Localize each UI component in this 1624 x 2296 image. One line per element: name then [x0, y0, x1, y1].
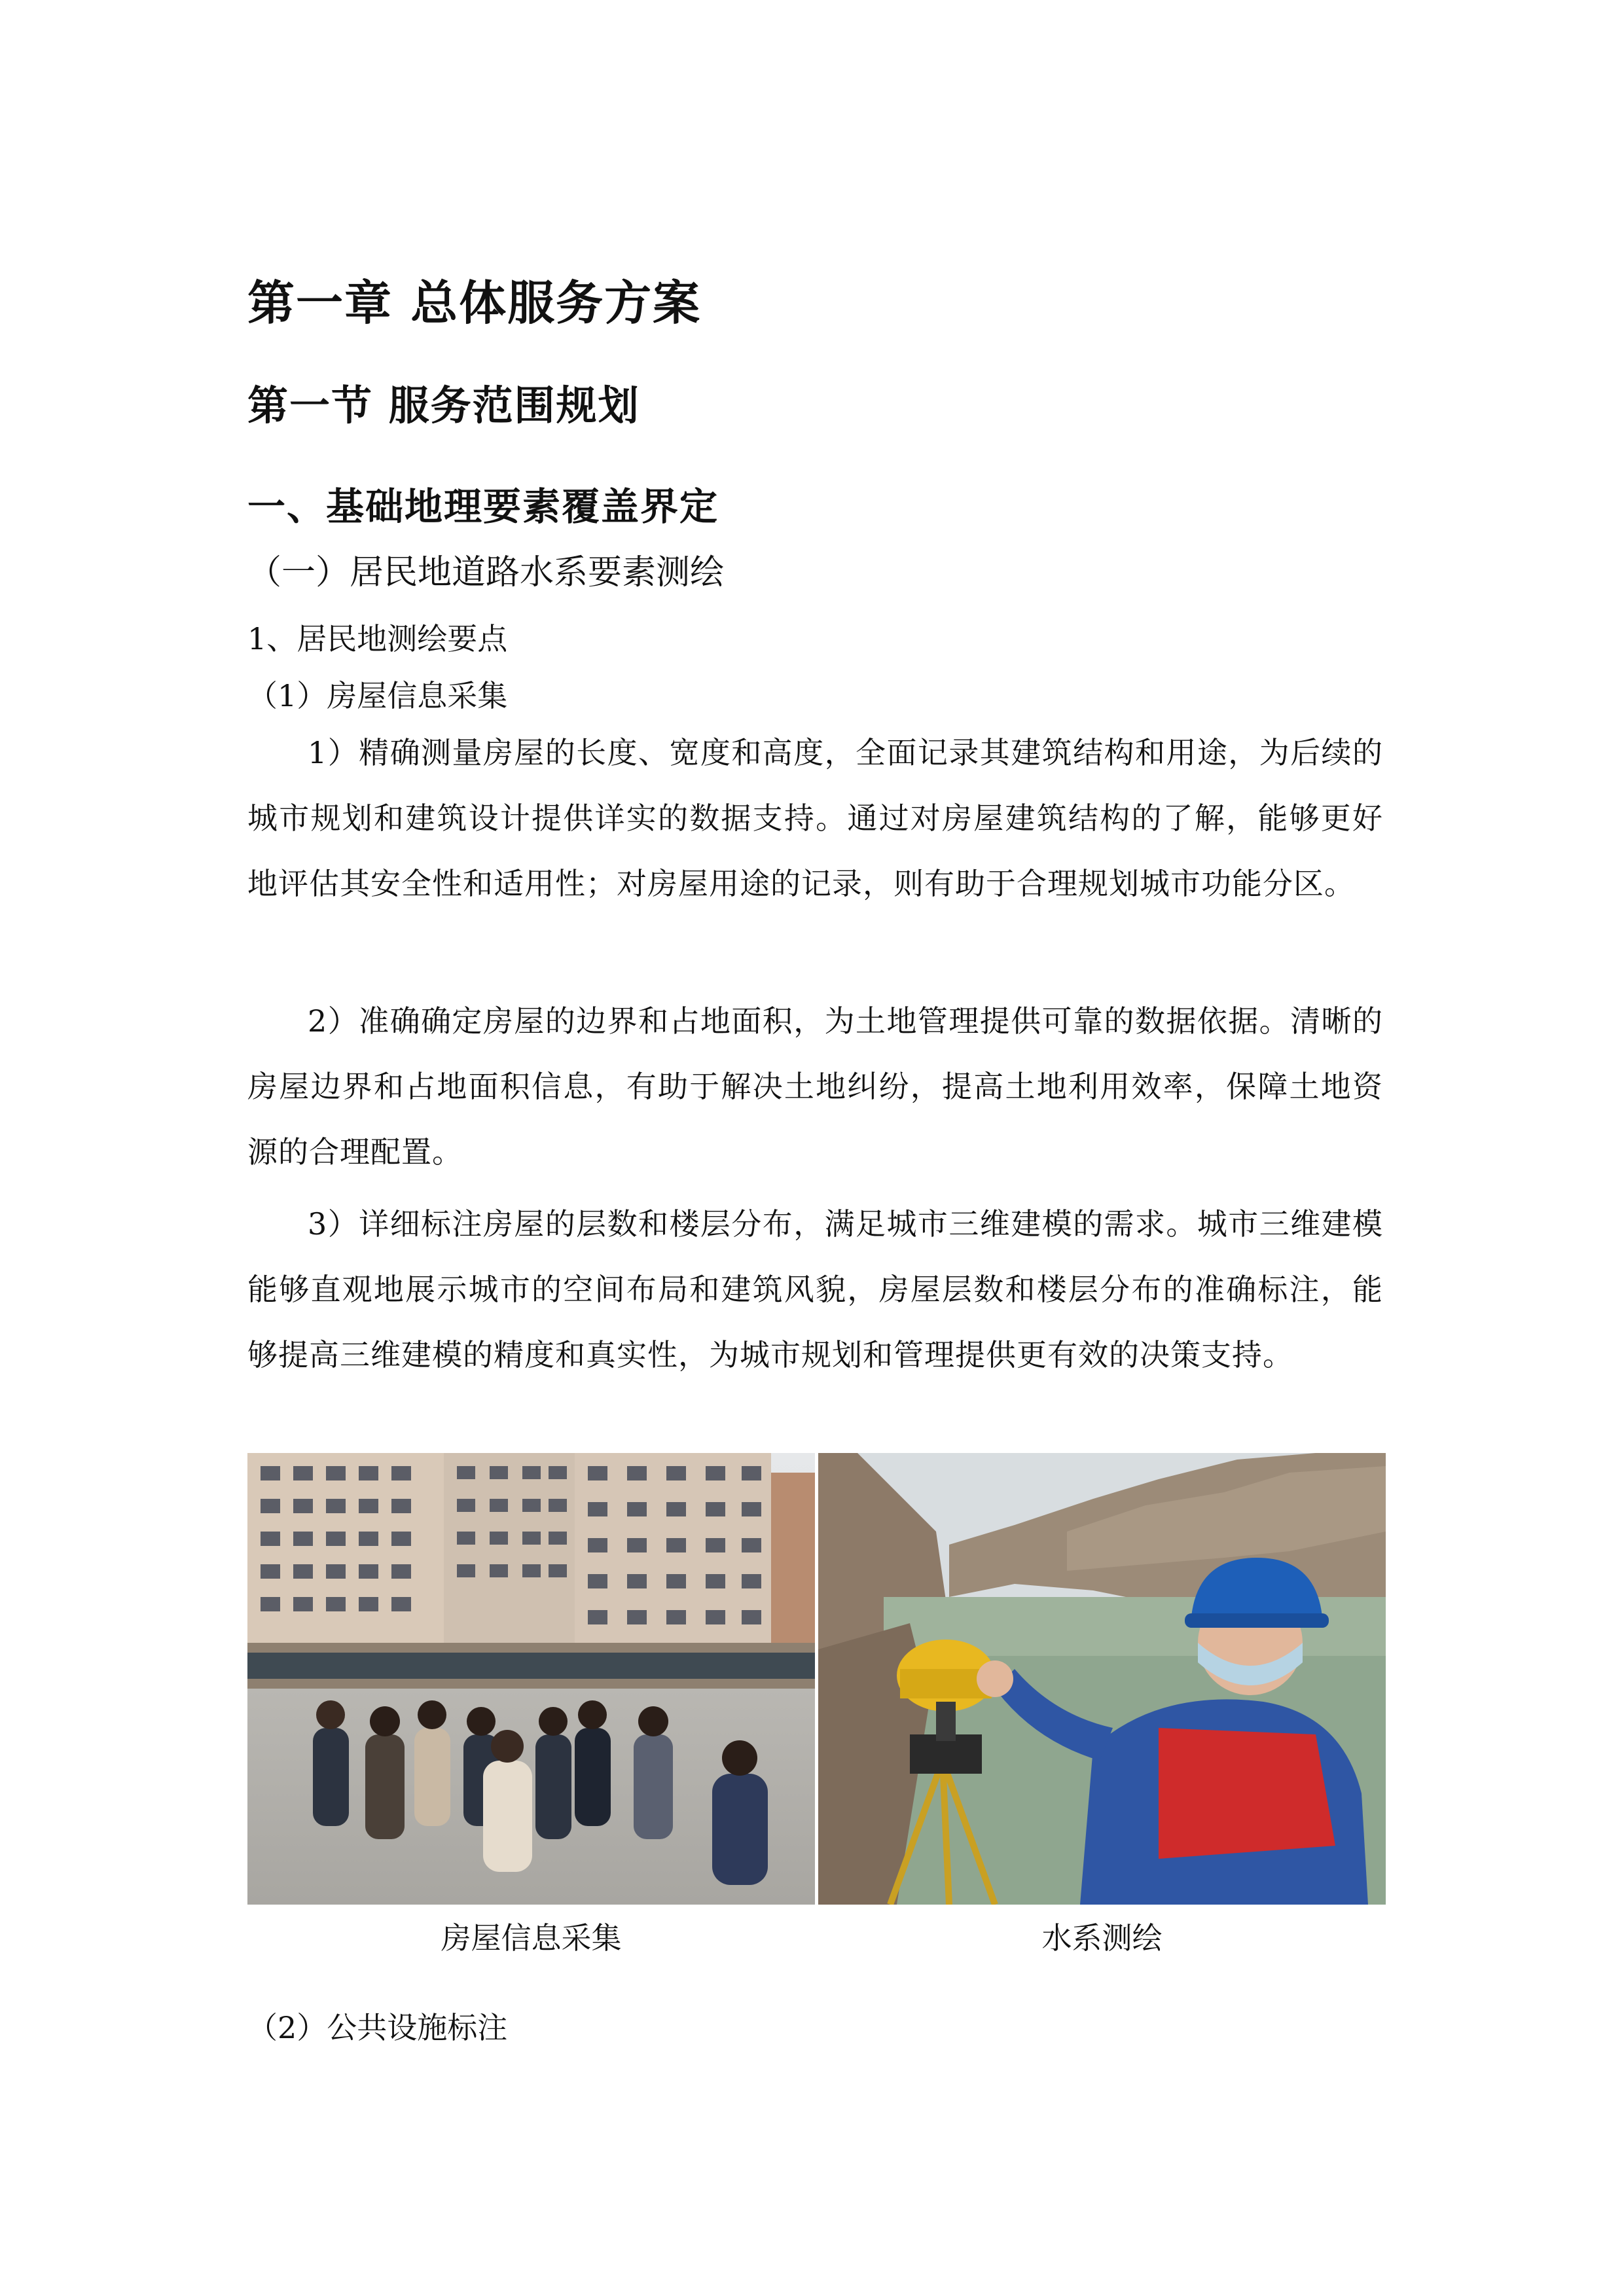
- housing-survey-photo: [247, 1453, 815, 1905]
- figure-caption-right: 水系测绘: [1041, 1920, 1163, 1956]
- subsubsection-title: （一）居民地道路水系要素测绘: [247, 553, 725, 592]
- paragraph-3: 3）详细标注房屋的层数和楼层分布，满足城市三维建模的需求。城市三维建模能够直观地展示城市的空间布局和建筑风貌，房屋层数和楼层分布的准确标注，能够提高三维建模的精度和真实性，为城市规划和管理提供更有效的决策支持。: [247, 1206, 1383, 1372]
- subitem-title: （1）房屋信息采集: [247, 678, 508, 713]
- next-subitem-title: （2）公共设施标注: [247, 2010, 508, 2045]
- section-title: 第一节 服务范围规划: [247, 382, 640, 429]
- subsection-title: 一、基础地理要素覆盖界定: [247, 484, 719, 529]
- chapter-title: 第一章 总体服务方案: [247, 276, 702, 331]
- water-survey-photo: [818, 1453, 1386, 1905]
- item-title: 1、居民地测绘要点: [247, 621, 508, 656]
- figure-caption-left: 房屋信息采集: [441, 1920, 622, 1956]
- paragraph-2: 2）准确确定房屋的边界和占地面积，为土地管理提供可靠的数据依据。清晰的房屋边界和占地面积信息，有助于解决土地纠纷，提高土地利用效率，保障土地资源的合理配置。: [247, 1003, 1383, 1170]
- paragraph-1: 1）精确测量房屋的长度、宽度和高度，全面记录其建筑结构和用途，为后续的城市规划和建筑设计提供详实的数据支持。通过对房屋建筑结构的了解，能够更好地评估其安全性和适用性；对房屋用途的记录，则有助于合理规划城市功能分区。: [247, 735, 1383, 901]
